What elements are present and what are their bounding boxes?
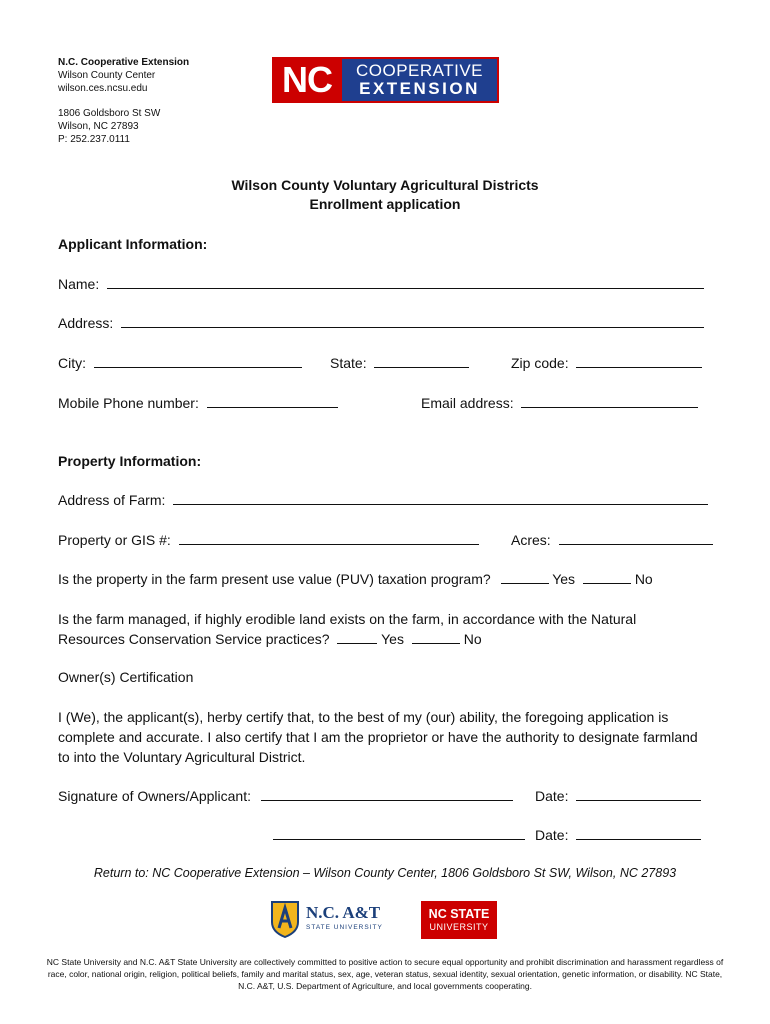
nc-cooperative-extension-logo xyxy=(272,57,499,103)
city-state-zip: Wilson, NC 27893 xyxy=(58,121,139,132)
logo-wordmark xyxy=(342,59,497,101)
zip-row xyxy=(511,354,702,371)
signature-row xyxy=(58,787,513,804)
logo-line1: COOPERATIVE xyxy=(355,61,484,80)
signature-field[interactable] xyxy=(261,787,513,801)
name-label: Name: xyxy=(58,276,100,292)
mobile-label: Mobile Phone number: xyxy=(58,395,199,411)
zip-label: Zip code: xyxy=(511,355,569,371)
farm-address-row xyxy=(58,491,708,508)
certification-heading: Owner(s) Certification xyxy=(58,669,194,685)
name-row xyxy=(58,275,704,292)
aggie-shield-icon xyxy=(270,900,300,938)
address-field[interactable] xyxy=(121,314,704,328)
aggie-sub: STATE UNIVERSITY xyxy=(306,924,383,931)
ncstate-line2: UNIVERSITY xyxy=(429,922,489,932)
mobile-field[interactable] xyxy=(207,394,338,408)
puv-row xyxy=(58,570,653,587)
nc-state-logo xyxy=(421,901,497,939)
date-row-2 xyxy=(535,826,701,843)
signature-field-2[interactable] xyxy=(273,826,525,840)
email-label: Email address: xyxy=(421,395,514,411)
mobile-row xyxy=(58,394,338,411)
logo-line2: EXTENSION xyxy=(359,79,480,98)
gis-row xyxy=(58,531,479,548)
state-field[interactable] xyxy=(374,354,469,368)
hel-yes-label: Yes xyxy=(381,631,404,647)
gis-field[interactable] xyxy=(179,531,479,545)
state-label: State: xyxy=(330,355,367,371)
gis-label: Property or GIS #: xyxy=(58,532,171,548)
nc-at-logo xyxy=(270,900,385,940)
org-name: N.C. Cooperative Extension xyxy=(58,57,190,68)
date-row-1 xyxy=(535,787,701,804)
puv-question: Is the property in the farm present use value (PUV) taxation program? xyxy=(58,571,491,587)
acres-field[interactable] xyxy=(559,531,713,545)
email-field[interactable] xyxy=(521,394,698,408)
city-field[interactable] xyxy=(94,354,302,368)
signature-label: Signature of Owners/Applicant: xyxy=(58,788,251,804)
puv-no-field[interactable] xyxy=(583,570,631,584)
date-field-2[interactable] xyxy=(576,826,701,840)
hel-yes-field[interactable] xyxy=(337,630,377,644)
puv-yes-field[interactable] xyxy=(501,570,549,584)
center-name: Wilson County Center xyxy=(58,70,156,81)
city-row xyxy=(58,354,302,371)
form-title: Wilson County Voluntary Agricultural Districts xyxy=(231,177,539,193)
return-address: Return to: NC Cooperative Extension – Wilson County Center, 1806 Goldsboro St SW, Wilson, NC 27893 xyxy=(93,866,677,880)
name-field[interactable] xyxy=(107,275,704,289)
date-label-2: Date: xyxy=(535,827,569,843)
property-heading: Property Information: xyxy=(58,453,202,469)
website: wilson.ces.ncsu.edu xyxy=(58,83,148,94)
date-field-1[interactable] xyxy=(576,787,701,801)
logo-nc-mark: NC xyxy=(282,59,332,100)
city-label: City: xyxy=(58,355,86,371)
signature-row-2 xyxy=(273,826,525,843)
org-header xyxy=(58,56,189,146)
email-row xyxy=(421,394,698,411)
certification-text: I (We), the applicant(s), herby certify that, to the best of my (our) ability, the foregoing application is complete and accurate. I also certify that I am the proprietor or have the authority to designate farmland to into the Voluntary Agricultural District. xyxy=(58,709,698,765)
zip-field[interactable] xyxy=(576,354,702,368)
acres-label: Acres: xyxy=(511,532,551,548)
form-subtitle: Enrollment application xyxy=(309,196,461,212)
hel-row xyxy=(58,609,698,649)
phone: P: 252.237.0111 xyxy=(58,134,130,145)
address-row xyxy=(58,314,704,331)
puv-yes-label: Yes xyxy=(552,571,576,587)
ncstate-line1: NC STATE xyxy=(428,907,490,921)
applicant-heading: Applicant Information: xyxy=(58,236,208,252)
hel-no-field[interactable] xyxy=(412,630,460,644)
state-row xyxy=(330,354,469,371)
address-label: Address: xyxy=(58,315,114,331)
acres-row xyxy=(511,531,713,548)
farm-address-label: Address of Farm: xyxy=(58,492,166,508)
hel-question: Is the farm managed, if highly erodible land exists on the farm, in accordance with the Natural Resources Conservation Service practices? xyxy=(58,611,637,647)
footer-disclaimer: NC State University and N.C. A&T State University are collectively committed to positive action to secure equal opportunity and prohibit discrimination and harassment regardless of race, color, national origin, religion, political beliefs, family and marital status, sex, age, veteran status, sexual identity, sexual orientation, genetic information, or disability. NC State, N.C. A&T, U.S. Department of Agriculture, and local governments cooperating. xyxy=(46,957,724,991)
hel-no-label: No xyxy=(463,631,482,647)
date-label-1: Date: xyxy=(535,788,569,804)
farm-address-field[interactable] xyxy=(173,491,708,505)
aggie-name: N.C. A&T xyxy=(306,903,381,922)
street-address: 1806 Goldsboro St SW xyxy=(58,108,161,119)
puv-no-label: No xyxy=(634,571,653,587)
